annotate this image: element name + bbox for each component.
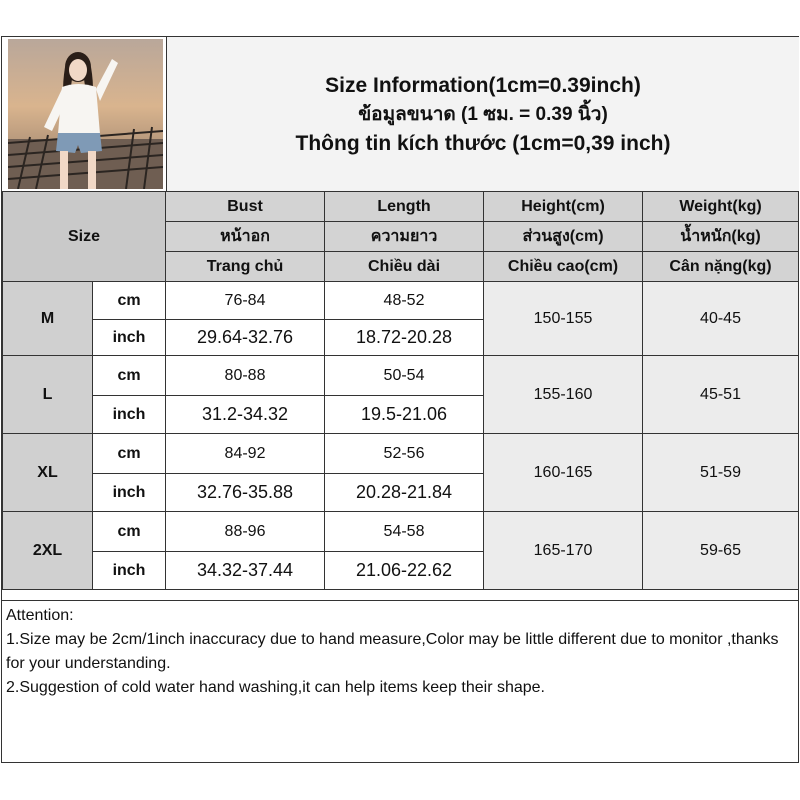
bust-cm: 80-88 [166, 356, 325, 396]
bust-cm: 88-96 [166, 512, 325, 552]
height-header-th: ส่วนสูง(cm) [484, 222, 643, 252]
attention-notes [2, 600, 798, 762]
bust-inch: 31.2-34.32 [166, 396, 325, 434]
table-row [3, 356, 799, 396]
height-range: 155-160 [484, 356, 643, 434]
size-label: M [3, 282, 93, 356]
unit-inch: inch [93, 474, 166, 512]
bust-cm: 76-84 [166, 282, 325, 320]
product-photo [8, 39, 163, 189]
height-header-en: Height(cm) [484, 192, 643, 222]
size-label: L [3, 356, 93, 434]
size-table [2, 191, 799, 590]
length-cm: 48-52 [325, 282, 484, 320]
weight-header-en: Weight(kg) [643, 192, 799, 222]
length-header-vi: Chiều dài [325, 252, 484, 282]
height-range: 160-165 [484, 434, 643, 512]
length-inch: 20.28-21.84 [325, 474, 484, 512]
table-row [3, 282, 799, 320]
title-vietnamese: Thông tin kích thước (1cm=0,39 inch) [295, 131, 671, 155]
bust-inch: 32.76-35.88 [166, 474, 325, 512]
title-panel [166, 37, 799, 192]
height-range: 150-155 [484, 282, 643, 356]
length-header-th: ความยาว [325, 222, 484, 252]
bust-header-th: หน้าอก [166, 222, 325, 252]
weight-header-th: น้ำหนัก(kg) [643, 222, 799, 252]
bust-cm: 84-92 [166, 434, 325, 474]
title-english: Size Information(1cm=0.39inch) [325, 73, 641, 97]
height-range: 165-170 [484, 512, 643, 590]
size-label: XL [3, 434, 93, 512]
header-row-english [3, 192, 799, 222]
unit-cm: cm [93, 356, 166, 396]
unit-inch: inch [93, 396, 166, 434]
unit-inch: inch [93, 320, 166, 356]
unit-cm: cm [93, 282, 166, 320]
unit-inch: inch [93, 552, 166, 590]
length-inch: 21.06-22.62 [325, 552, 484, 590]
title-thai: ข้อมูลขนาด (1 ซม. = 0.39 นิ้ว) [358, 103, 608, 125]
table-row [3, 434, 799, 474]
table-row [3, 512, 799, 552]
weight-range: 51-59 [643, 434, 799, 512]
length-inch: 19.5-21.06 [325, 396, 484, 434]
notes-line-2: 2.Suggestion of cold water hand washing,it can help items keep their shape. [6, 679, 545, 696]
bust-header-en: Bust [166, 192, 325, 222]
length-inch: 18.72-20.28 [325, 320, 484, 356]
bust-inch: 29.64-32.76 [166, 320, 325, 356]
length-cm: 54-58 [325, 512, 484, 552]
weight-header-vi: Cân nặng(kg) [643, 252, 799, 282]
bust-header-vi: Trang chủ [166, 252, 325, 282]
notes-line-1: 1.Size may be 2cm/1inch inaccuracy due to hand measure,Color may be little different due to monitor ,thanks for your understanding. [6, 631, 779, 672]
size-label: 2XL [3, 512, 93, 590]
length-cm: 52-56 [325, 434, 484, 474]
length-cm: 50-54 [325, 356, 484, 396]
height-header-vi: Chiều cao(cm) [484, 252, 643, 282]
bust-inch: 34.32-37.44 [166, 552, 325, 590]
weight-range: 45-51 [643, 356, 799, 434]
notes-heading: Attention: [6, 607, 74, 624]
length-header-en: Length [325, 192, 484, 222]
weight-range: 59-65 [643, 512, 799, 590]
size-chart-sheet [1, 36, 799, 763]
model-photo-illustration [8, 39, 163, 189]
unit-cm: cm [93, 512, 166, 552]
weight-range: 40-45 [643, 282, 799, 356]
unit-cm: cm [93, 434, 166, 474]
size-column-header: Size [3, 192, 166, 282]
